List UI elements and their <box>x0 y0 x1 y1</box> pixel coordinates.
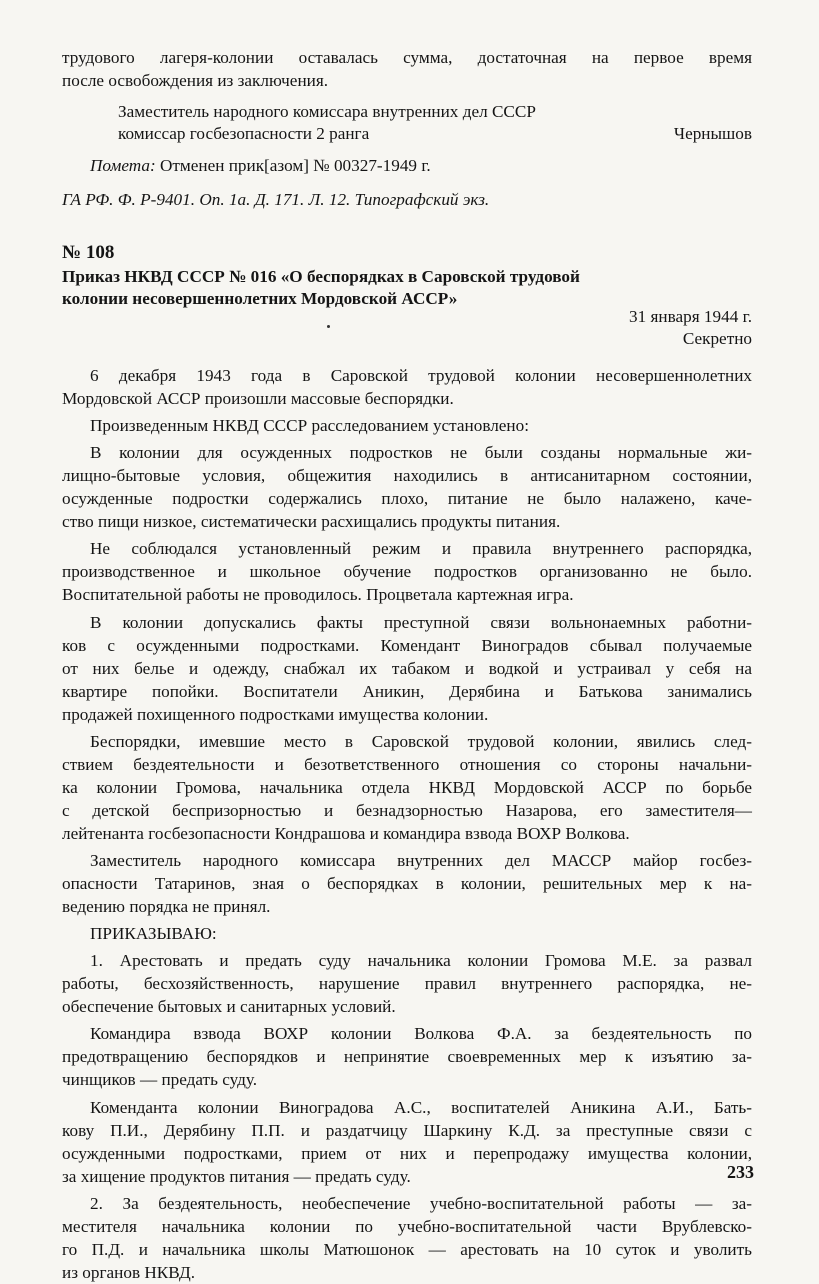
note-text: Отменен прик[азом] № 00327-1949 г. <box>155 156 431 175</box>
body-line: за хищение продуктов питания — предать суду. <box>62 1166 411 1186</box>
body-line: производственное и школьное обучение подростков организованно не было. <box>62 562 752 582</box>
page-number: 233 <box>727 1162 754 1182</box>
body-line: продажей похищенного подростками имущества колонии. <box>62 704 489 724</box>
body-line: обеспечение бытовых и санитарных условий. <box>62 997 396 1017</box>
body-line: ство пищи низкое, систематически расхищались продукты питания. <box>62 512 561 532</box>
body-line: Заместитель народного комиссара внутренних дел МАССР майор госбез- <box>90 851 752 870</box>
body-line: го П.Д. и начальника школы Матюшонок — арестовать на 10 суток и уволить <box>62 1239 752 1259</box>
signature-name: Чернышов <box>673 124 752 143</box>
body-line: ПРИКАЗЫВАЮ: <box>90 924 217 944</box>
body-line: опасности Татаринов, зная о беспорядках в колонии, решительных мер к на- <box>62 874 752 894</box>
body-line: работы, бесхозяйственность, нарушение правил внутреннего распорядка, не- <box>62 974 752 994</box>
body-line: Произведенным НКВД СССР расследованием установлено: <box>90 416 529 436</box>
body-line: В колонии для осужденных подростков не были созданы нормальные жи- <box>90 443 752 463</box>
note-line <box>90 155 780 177</box>
body-line: Не соблюдался установленный режим и правила внутреннего распорядка, <box>90 539 752 559</box>
text-line: трудового лагеря-колонии оставалась сумма, достаточная на первое время <box>62 48 752 67</box>
body-line: осужденные подростки содержались плохо, питание не было налажено, каче- <box>62 489 752 509</box>
body-line: ведению порядка не принял. <box>62 897 271 917</box>
document-classification: Секретно <box>682 329 752 348</box>
body-line: 6 декабря 1943 года в Саровской трудовой колонии несовершеннолетних <box>90 366 752 385</box>
body-line: чинщиков — предать суду. <box>62 1070 258 1090</box>
body-line: Коменданта колонии Виноградова А.С., воспитателей Аникина А.И., Бать- <box>90 1097 752 1117</box>
body-line: кову П.И., Дерябину П.П. и раздатчицу Шаркину К.Д. за преступные связи с <box>62 1120 752 1140</box>
body-line: лейтенанта госбезопасности Кондрашова и командира взвода ВОХР Волкова. <box>62 823 630 843</box>
body-line: от них белье и одежду, снабжал их табаком и водкой и устраивал у себя на <box>62 658 752 678</box>
document-title-line: Приказ НКВД СССР № 016 «О беспорядках в Саровской трудовой <box>62 267 580 286</box>
body-line: с детской беспризорностью и безнадзорностью Назарова, его заместителя— <box>62 800 752 820</box>
document-date: 31 января 1944 г. <box>629 307 752 326</box>
document-number: № 108 <box>62 242 115 263</box>
body-line: осужденными подростками, прием от них и перепродажу имущества колонии, <box>62 1143 752 1163</box>
archive-reference: ГА РФ. Ф. Р-9401. Оп. 1а. Д. 171. Л. 12. Типографский экз. <box>62 190 490 209</box>
body-line: из органов НКВД. <box>62 1262 196 1282</box>
body-line: квартире попойки. Воспитатели Аникин, Дерябина и Батькова занимались <box>62 681 752 701</box>
body-line: ка колонии Громова, начальника отдела НКВД Мордовской АССР по борьбе <box>62 777 752 797</box>
body-line: Мордовской АССР произошли массовые беспорядки. <box>62 389 454 409</box>
body-line: ствием бездеятельности и безответственного отношения со стороны начальни- <box>62 754 752 774</box>
document-title-line: колонии несовершеннолетних Мордовской АССР» <box>62 289 458 308</box>
body-line: местителя начальника колонии по учебно-воспитательной части Врублевско- <box>62 1216 752 1236</box>
body-line: предотвращению беспорядков и непринятие своевременных мер к изъятию за- <box>62 1047 752 1067</box>
signature-title-line: комиссар госбезопасности 2 ранга <box>118 124 370 143</box>
text-line: после освобождения из заключения. <box>62 71 329 90</box>
signature-block <box>118 123 752 145</box>
body-line: ков с осужденными подростками. Комендант Виноградов сбывал получаемые <box>62 635 752 655</box>
signature-title-line: Заместитель народного комиссара внутренних дел СССР <box>118 102 536 121</box>
body-line: Воспитательной работы не проводилось. Процветала картежная игра. <box>62 585 574 605</box>
body-line: 1. Арестовать и предать суду начальника колонии Громова М.Е. за развал <box>90 951 752 971</box>
body-line: Беспорядки, имевшие место в Саровской трудовой колонии, явились след- <box>90 731 752 751</box>
body-line: лищно-бытовые условия, общежития находились в антисанитарном состоянии, <box>62 466 752 486</box>
body-line: В колонии допускались факты преступной связи вольнонаемных работни- <box>90 612 752 632</box>
body-line: Командира взвода ВОХР колонии Волкова Ф.А. за бездеятельность по <box>90 1024 752 1044</box>
body-line: 2. За бездеятельность, необеспечение учебно-воспитательной работы — за- <box>90 1193 752 1213</box>
note-label: Помета: <box>90 156 156 175</box>
